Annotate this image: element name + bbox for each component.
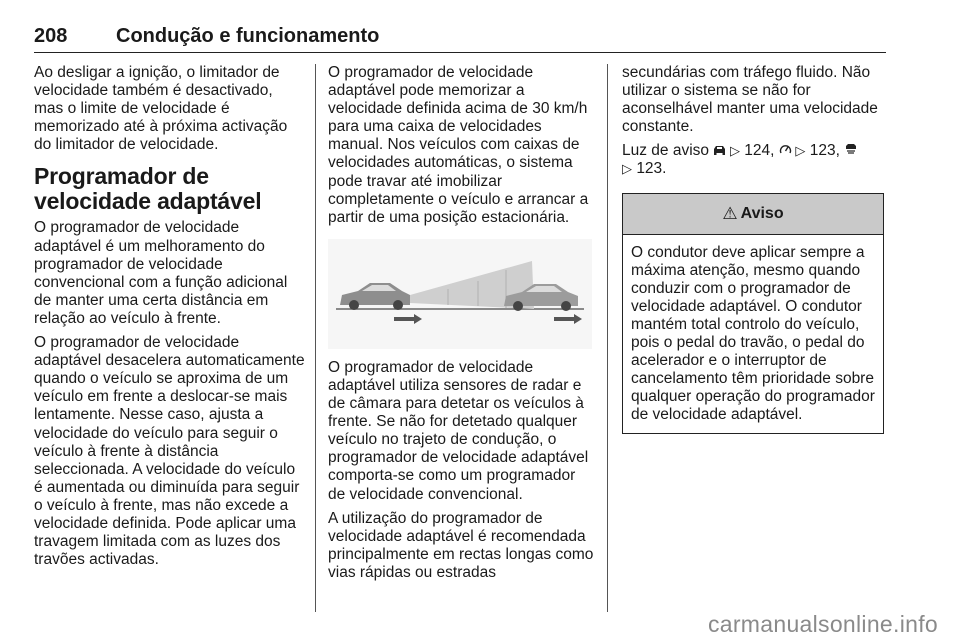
- section-heading: Programador de velocidade adaptável: [34, 163, 262, 215]
- page-reference[interactable]: 123.: [636, 160, 667, 178]
- paragraph: O programador de velocidade adaptável utiliza sensores de radar e de câmara para detetar os veículos à frente. Se não for detetado qualquer veículo no trajeto de condução, o programador de velocidade adaptável comporta-se como um programador de velocidade convencional.: [328, 358, 589, 503]
- warning-box: [622, 193, 884, 434]
- column-divider: [315, 64, 316, 612]
- page-header: [34, 22, 886, 53]
- paragraph: Ao desligar a ignição, o limitador de velocidade também é desactivado, mas o limite de velocidade é memorizado até à próxima activação do limitador de velocidade.: [34, 64, 288, 154]
- column-left: [34, 64, 306, 575]
- warning-header: [623, 194, 883, 235]
- warning-title: Aviso: [740, 204, 784, 222]
- warning-text: O condutor deve aplicar sempre a máxima atenção, mesmo quando conduzir com o programador de velocidade adaptável. O condutor mantém total controlo do veículo, pois o pedal do travão, o pedal do acelerador e o interruptor de cancelamento têm prioridade sobre qualquer operação do programador de velocidade adaptável.: [631, 243, 875, 424]
- radar-diagram-svg: [328, 239, 592, 349]
- warning-light-label: Luz de aviso: [622, 142, 710, 160]
- column-divider: [607, 64, 608, 612]
- radar-illustration: [328, 239, 592, 349]
- column-middle: [328, 64, 596, 588]
- page-reference-icon: ▷: [622, 161, 632, 177]
- paragraph: O programador de velocidade adaptável pode memorizar a velocidade definida acima de 30 km/h para uma caixa de velocidades manual. Nos veículos com caixas de velocidades automáticas, o sistema pode travar até imobilizar completamente o veículo e arrancar a partir de uma posição estacionária.: [328, 64, 589, 226]
- warning-light-refs: [622, 142, 890, 178]
- warning-triangle-icon: ⚠: [722, 203, 738, 223]
- section-title: Condução e funcionamento: [116, 25, 380, 47]
- page-reference[interactable]: 124,: [744, 142, 775, 160]
- page-reference-icon: ▷: [729, 143, 740, 159]
- page-number: 208: [34, 25, 68, 47]
- paragraph: A utilização do programador de velocidade adaptável é recomendada principalmente em rectas longas como vias rápidas ou estradas: [328, 509, 594, 581]
- column-right: [622, 64, 890, 434]
- watermark: carmanualsonline.info: [707, 611, 938, 637]
- paragraph: O programador de velocidade adaptável desacelera automaticamente quando o veículo se aproxima de um veículo em frente a deslocar-se mais lentamente. Nesse caso, ajusta a velocidade do veículo para seguir o veículo à frente à distância seleccionada. A velocidade do veículo é aumentada ou diminuída para seguir o veículo à frente, mas não excede a velocidade definida. Pode aplicar uma travagem limitada com as luzes dos travões activadas.: [34, 334, 305, 569]
- page-reference[interactable]: 123,: [809, 142, 840, 160]
- paragraph: secundárias com tráfego fluido. Não utilizar o sistema se não for aconselhável manter uma velocidade constante.: [622, 64, 878, 136]
- page-reference-icon: ▷: [795, 143, 806, 159]
- paragraph: O programador de velocidade adaptável é um melhoramento do programador de velocidade convencional com a função adicional de manter uma certa distância em relação ao veículo à frente.: [34, 219, 288, 327]
- adaptive-cruise-icon: [779, 143, 796, 158]
- distance-icon: [844, 143, 858, 158]
- car-ahead-icon: [713, 143, 730, 158]
